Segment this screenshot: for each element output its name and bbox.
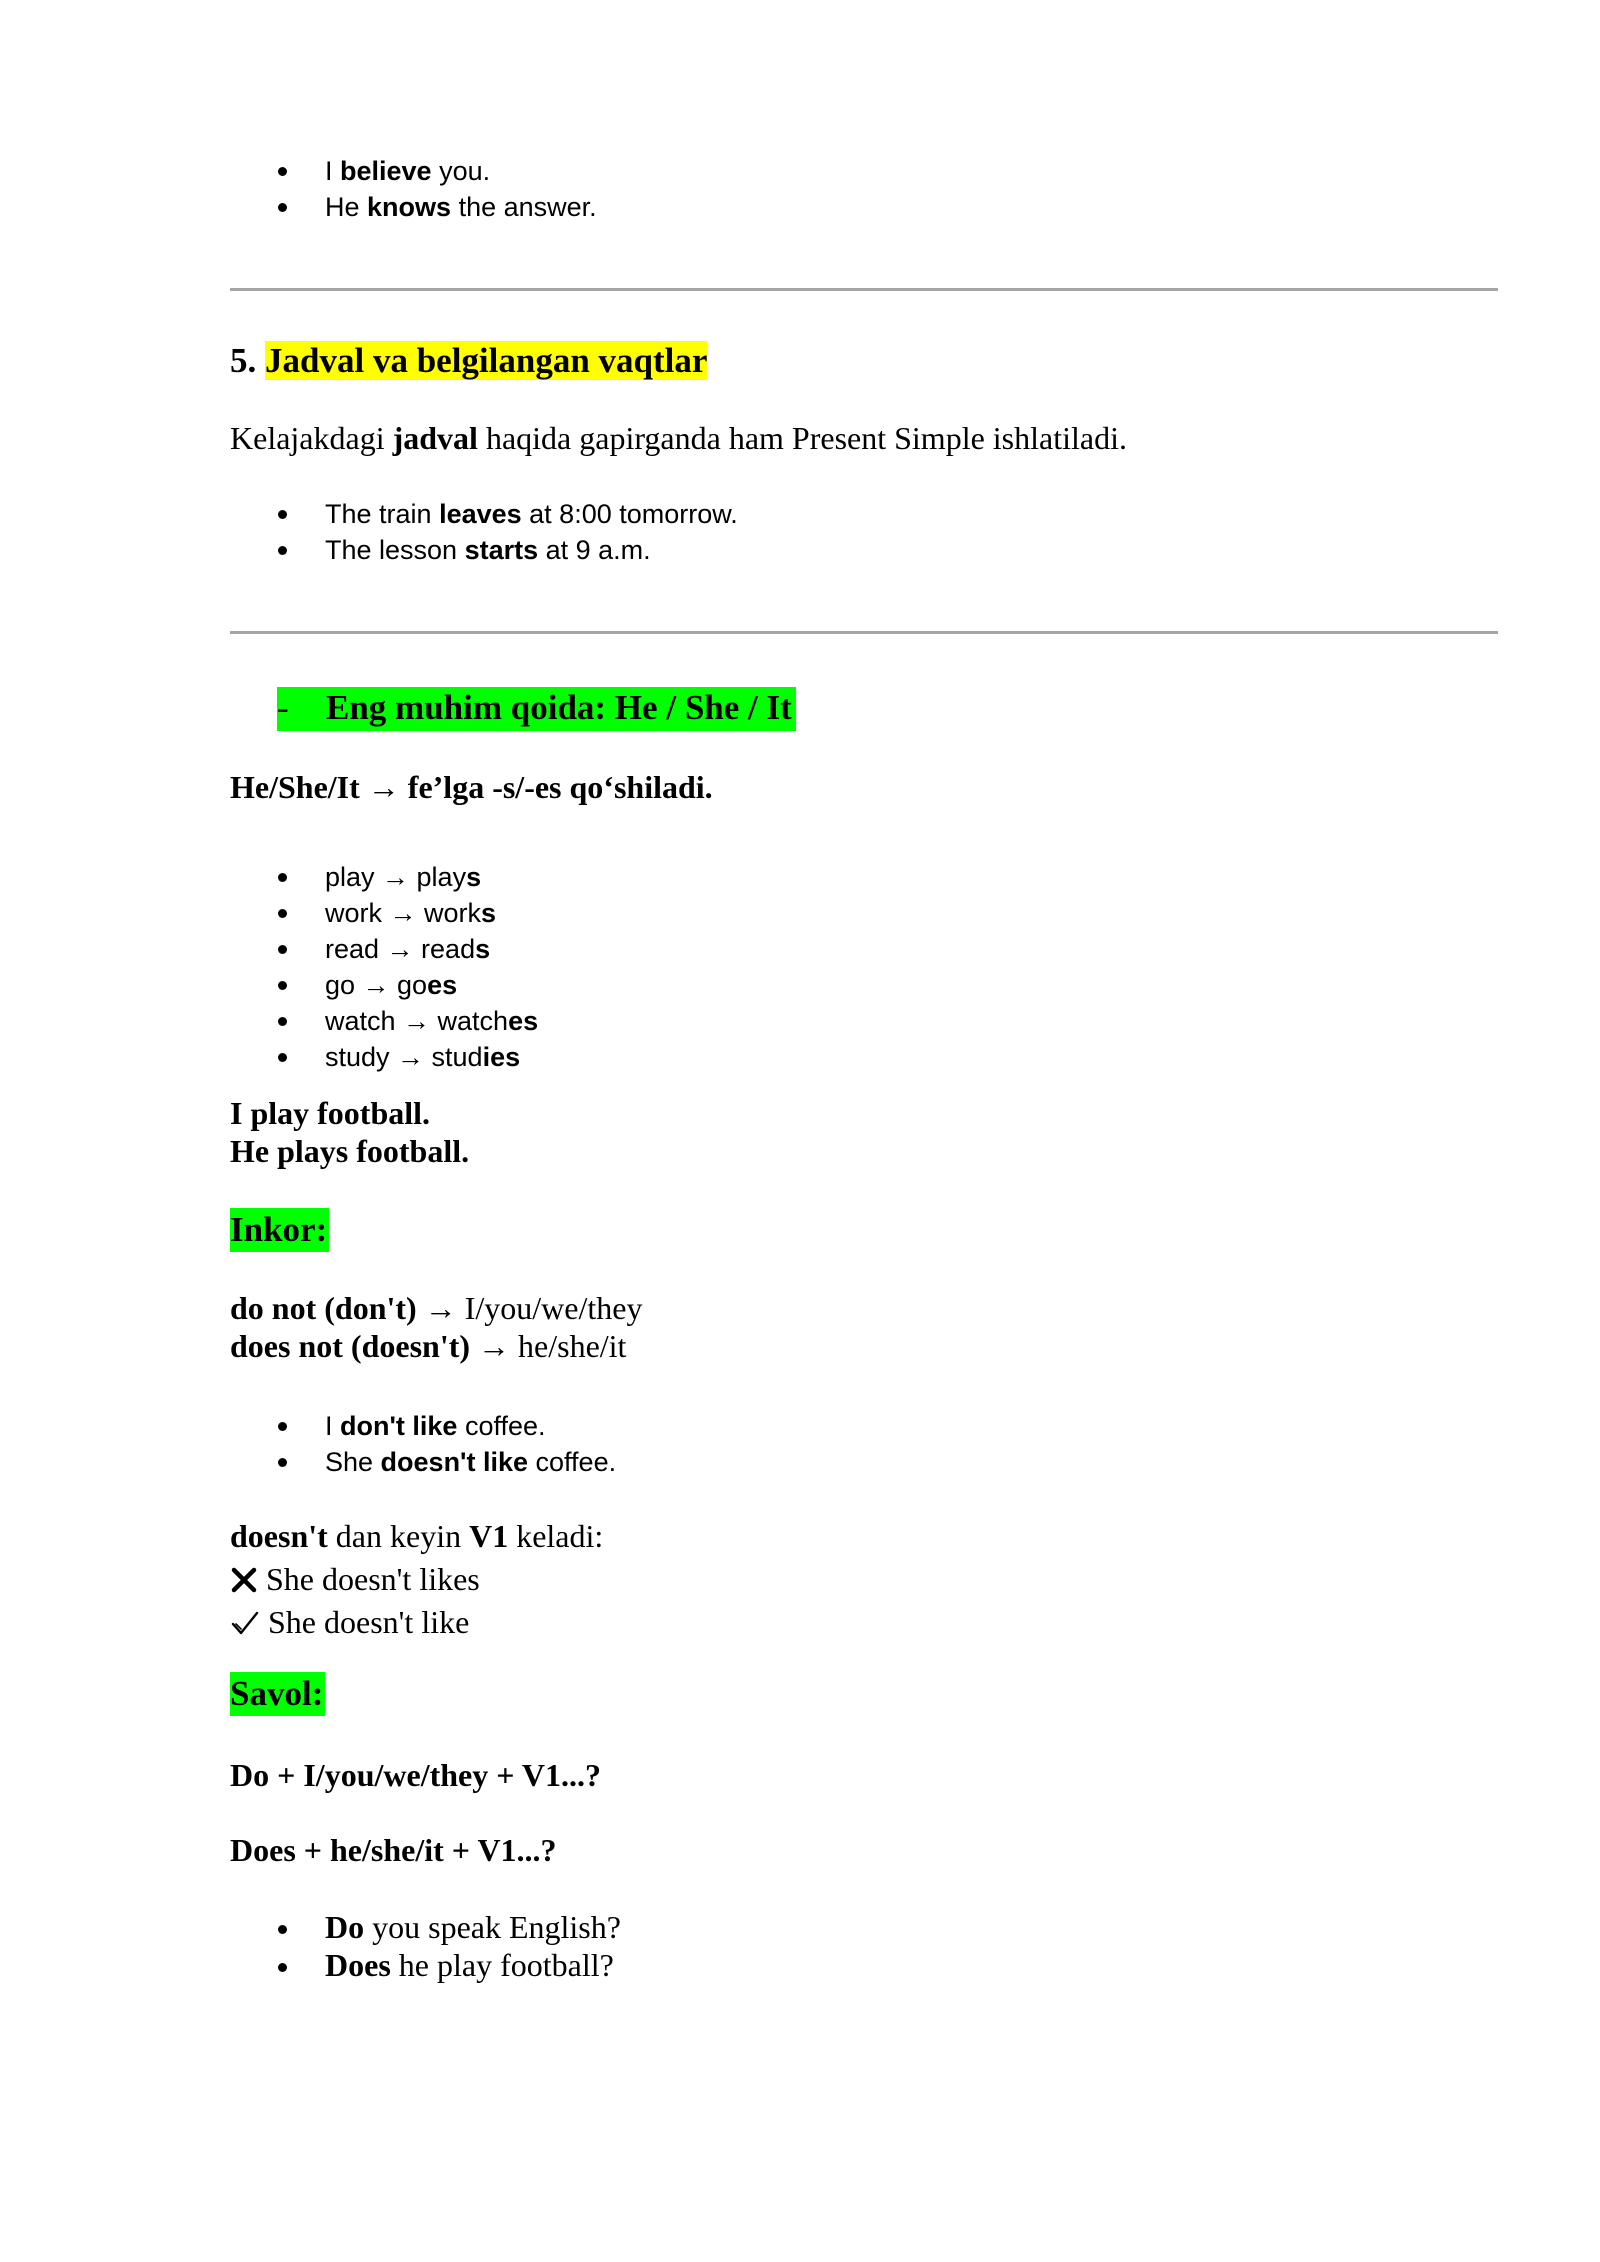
para-bold: jadval: [392, 420, 478, 456]
negative-rule-line: [230, 1327, 626, 1365]
wrong-example: [230, 1560, 480, 1598]
item-bold: believe: [340, 156, 432, 186]
verb-ending: es: [508, 1006, 539, 1036]
item-text: you speak English?: [364, 1909, 621, 1945]
rule-text: → he/she/it: [470, 1328, 627, 1364]
bullet-dot: [278, 1422, 287, 1431]
example-sentence: He plays football.: [230, 1133, 470, 1169]
section-paragraph: [230, 419, 1127, 457]
list-item: [325, 931, 490, 967]
item-text: He: [325, 192, 368, 222]
item-text: She: [325, 1447, 381, 1477]
verb-text: work → work: [325, 898, 482, 928]
rule-title: Eng muhim qoida: He / She / It: [326, 688, 792, 727]
list-item: [325, 496, 738, 532]
item-text: coffee.: [528, 1447, 617, 1477]
horizontal-rule: [230, 288, 1498, 291]
list-item: [325, 1003, 538, 1039]
item-text: you.: [431, 156, 491, 186]
bullet-dot: [278, 945, 287, 954]
question-heading: Savol:: [230, 1672, 325, 1716]
rule-heading: [277, 687, 796, 731]
item-text: The lesson: [325, 535, 465, 565]
rule-dash: -: [277, 688, 289, 727]
bullet-dot: [278, 203, 287, 212]
item-text: coffee.: [457, 1411, 546, 1441]
bullet-dot: [278, 1963, 287, 1972]
bullet-dot: [278, 546, 287, 555]
list-item: [325, 859, 481, 895]
verb-ending: es: [427, 970, 458, 1000]
verb-text: go → go: [325, 970, 428, 1000]
list-item: [325, 153, 490, 189]
verb-ending: ies: [482, 1042, 521, 1072]
section-heading: [230, 340, 707, 382]
item-text: at 8:00 tomorrow.: [521, 499, 738, 529]
list-item: [325, 1946, 614, 1984]
list-item: [325, 1908, 621, 1946]
item-text: I: [325, 156, 341, 186]
item-bold: knows: [367, 192, 452, 222]
item-text: the answer.: [451, 192, 597, 222]
bullet-dot: [278, 1053, 287, 1062]
verb-text: study → stud: [325, 1042, 483, 1072]
rule-text: → I/you/we/they: [416, 1290, 643, 1326]
section-number: 5.: [230, 341, 257, 380]
list-item: [325, 967, 457, 1003]
rule-bold: do not (don't): [230, 1290, 417, 1326]
item-bold: Does: [325, 1947, 391, 1983]
item-text: I: [325, 1411, 341, 1441]
bullet-dot: [278, 1458, 287, 1467]
bullet-dot: [278, 873, 287, 882]
note-text: keladi:: [508, 1518, 604, 1554]
item-text: at 9 a.m.: [538, 535, 651, 565]
bullet-dot: [278, 909, 287, 918]
list-item: [325, 189, 597, 225]
bullet-dot: [278, 981, 287, 990]
verb-ending: s: [466, 862, 482, 892]
item-bold: starts: [464, 535, 539, 565]
item-text: The train: [325, 499, 440, 529]
negative-note: [230, 1517, 603, 1555]
para-text: Kelajakdagi: [230, 420, 393, 456]
rule-bold: does not (doesn't): [230, 1328, 471, 1364]
bullet-dot: [278, 1925, 287, 1934]
question-formula: Do + I/you/we/they + V1...?: [230, 1757, 601, 1793]
wrong-text: She doesn't likes: [266, 1561, 480, 1597]
negative-rule-line: [230, 1289, 642, 1327]
list-item: [325, 1444, 616, 1480]
rule-subtitle: He/She/It → fe’lga -s/-es qo‘shiladi.: [230, 769, 713, 805]
item-bold: leaves: [439, 499, 522, 529]
right-text: She doesn't like: [268, 1604, 470, 1640]
list-item: [325, 895, 496, 931]
horizontal-rule: [230, 631, 1498, 634]
right-example: [230, 1603, 469, 1641]
note-text: dan keyin: [327, 1518, 470, 1554]
verb-text: read → read: [325, 934, 476, 964]
para-text: haqida gapirganda ham Present Simple ishlatiladi.: [477, 420, 1127, 456]
cross-icon: [230, 1566, 258, 1594]
list-item: [325, 1039, 520, 1075]
verb-text: watch → watch: [325, 1006, 509, 1036]
item-bold: Do: [325, 1909, 365, 1945]
question-formula: Does + he/she/it + V1...?: [230, 1832, 557, 1868]
check-icon: [230, 1609, 260, 1637]
note-bold: doesn't: [230, 1518, 328, 1554]
list-item: [325, 532, 651, 568]
section-title: Jadval va belgilangan vaqtlar: [265, 341, 708, 380]
note-bold: V1: [469, 1518, 509, 1554]
verb-ending: s: [481, 898, 497, 928]
item-text: he play football?: [390, 1947, 614, 1983]
verb-text: play → play: [325, 862, 467, 892]
example-sentence: I play football.: [230, 1095, 431, 1131]
item-bold: don't like: [340, 1411, 458, 1441]
bullet-dot: [278, 510, 287, 519]
bullet-dot: [278, 167, 287, 176]
item-bold: doesn't like: [380, 1447, 529, 1477]
list-item: [325, 1408, 546, 1444]
bullet-dot: [278, 1017, 287, 1026]
verb-ending: s: [475, 934, 491, 964]
negative-heading: Inkor:: [230, 1208, 329, 1252]
